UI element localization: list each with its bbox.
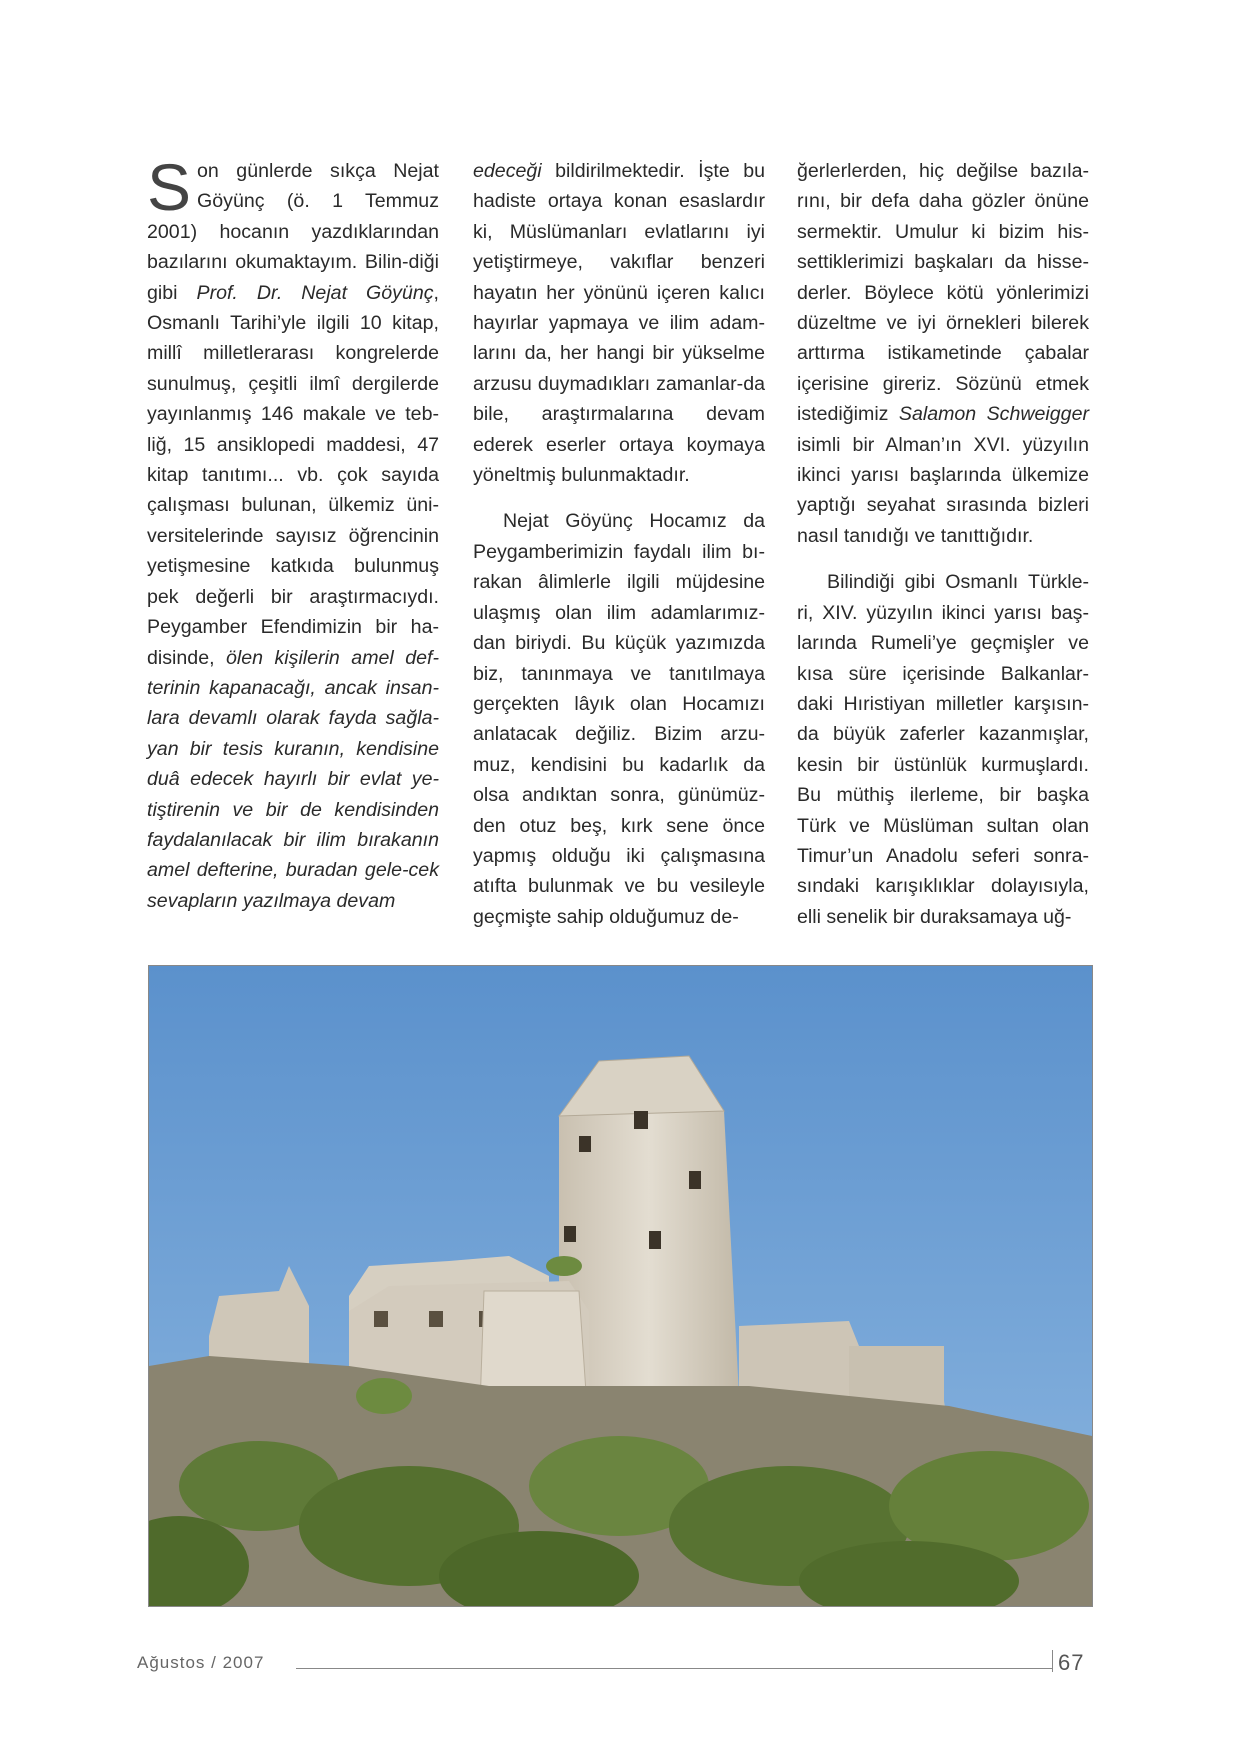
text-run: ğerlerlerden, hiç değilse bazıla-rını, bir defa daha gözler önüne sermektir. Umulur ki bizim his-settiklerimizi başkaları da hisse-derler. Böylece kötü yönlerimizi düzeltme ve iyi örnekleri bilerek arttırma istikametinde çabalar içerisine gireriz. Sözünü etmek istediğimiz xyxy=(797,160,1089,426)
drop-cap: S xyxy=(147,150,192,224)
hadith-quote: ölen kişilerin amel def-terinin kapanacağı, ancak insan-lara devamlı olarak fayda sağla-yan bir tesis kuranın, kendisine duâ edecek hayırlı bir evlat ye-tiştirenin ve bir de kendisinden faydalanılacak bir ilim bırakanın amel defterine, buradan gele-cek sevapların yazılmaya devam xyxy=(147,646,439,912)
text-run: bildirilmektedir. İşte bu hadiste ortaya konan esaslardır ki, Müslümanları evlatlarını iyi yetiştirmeye, vakıflar benzeri hayatın her yönünü içeren kalıcı hayırlar yapmaya ve ilim adam-larını da, her hangi bir yükselme arzusu duymadıkları zamanlar-da bile, araştırmalarına devam ederek eserler ortaya koymaya yöneltmiş bulunmaktadır. xyxy=(473,160,765,487)
paragraph: Nejat Göyünç Hocamız da Peygamberimizin faydalı ilim bı-rakan âlimlerle ilgili müjdesine ulaşmış olan ilim adamlarımız-dan biriydi. Bu küçük yazımızda biz, tanınmaya ve tanıtılmaya gerçekten lâyık olan Hocamızı anlatacak değiliz. Bizim arzu-muz, kendisini bu kadarlık da olsa andıktan sonra, günümüz-den otuz beş, kırk sene önce yapmış olduğu iki çalışmasına atıfta bulunmak ve bu vesileyle geçmişte sahip olduğumuz de- xyxy=(473,510,765,928)
wall-window xyxy=(429,1311,443,1327)
article-column-2 xyxy=(473,156,765,932)
tower-window xyxy=(579,1136,591,1152)
tower-window xyxy=(564,1226,576,1242)
fortress-photo xyxy=(148,965,1093,1607)
tower-window xyxy=(649,1231,661,1249)
tower-window xyxy=(689,1171,701,1189)
paragraph xyxy=(797,156,1089,551)
hadith-quote: edeceği xyxy=(473,160,542,182)
wall-window xyxy=(374,1311,388,1327)
paragraph xyxy=(473,156,765,490)
footer-divider xyxy=(1052,1650,1053,1672)
shrub xyxy=(546,1256,582,1276)
issue-date: Ağustos / 2007 xyxy=(137,1653,265,1672)
text-run: , Osmanlı Tarihi’yle ilgili 10 kitap, millî milletlerarası kongrelerde sunulmuş, çeşitli ilmî dergilerde yayınlanmış 146 makale ve teb-liğ, 15 ansiklopedi maddesi, 47 kitap tanıtımı... vb. çok sayıda çalışması bulunan, ülkemiz üni-versitelerinde sayısız öğrencinin yetişmesine katkıda bulunmuş pek değerli bir araştırmacıydı. Peygamber Efendimizin bir ha-disinde, xyxy=(147,281,439,669)
article-column-1 xyxy=(147,150,439,916)
tower-window xyxy=(634,1111,648,1129)
italic-name: Salamon Schweigger xyxy=(898,403,1089,426)
fortress-illustration xyxy=(149,966,1092,1606)
text-run: on günlerde sıkça Nejat Göyünç (ö. 1 Temmuz 2001) hocanın yazdıklarından bazılarını okumaktayım. Bilin-diği gibi xyxy=(147,160,439,304)
page-number: 67 xyxy=(1058,1650,1085,1675)
paragraph: Bilindiği gibi Osmanlı Türkle-ri, XIV. yüzyılın ikinci yarısı baş-larında Rumeli’ye geçmişler ve kısa süre içerisinde Balkanlar-daki Hıristiyan milletler karşısın-da büyük zaferler kazanmışlar, kesin bir üstünlük kurmuşlardı. Bu müthiş ilerleme, bir başka Türk ve Müslüman sultan olan Timur’un Anadolu seferi sonra-sındaki karışıklıklar dolayısıyla, elli senelik bir duraksamaya uğ- xyxy=(797,571,1089,928)
article-column-3 xyxy=(797,156,1089,932)
text-run: isimli bir Alman’ın XVI. yüzyılın ikinci yarısı başlarında ülkemize yaptığı seyahat sırasında bizleri nasıl tanıdığı ve tanıttığıdır. xyxy=(797,433,1089,547)
italic-name: Prof. Dr. Nejat Göyünç xyxy=(196,281,434,304)
paragraph xyxy=(147,150,439,916)
footer-rule xyxy=(296,1668,1052,1669)
shrub xyxy=(356,1378,412,1414)
